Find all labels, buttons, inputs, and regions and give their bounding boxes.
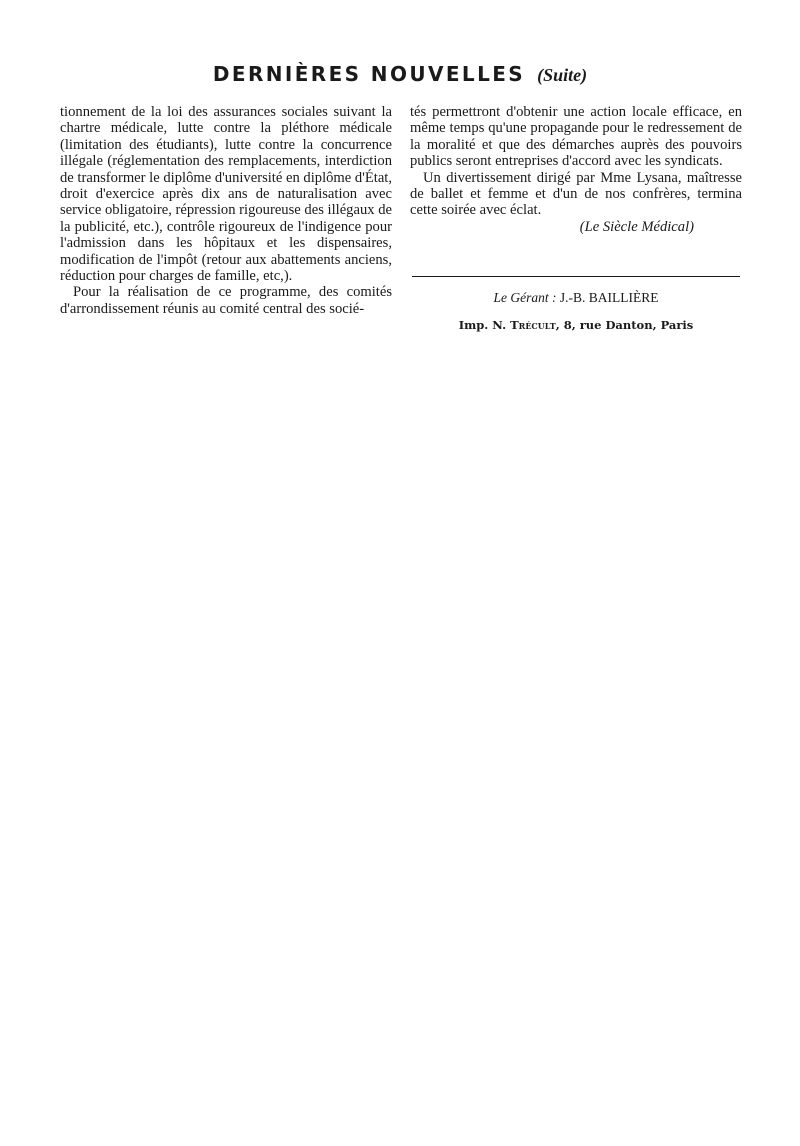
right-paragraph-2: Un divertissement dirigé par Mme Lysana, maîtresse de ballet et femme et d'un de nos confrères, termina cette soirée avec éclat. [410, 169, 742, 219]
imprint-address: , 8, rue Danton, Paris [555, 318, 694, 332]
left-paragraph-2: Pour la réalisation de ce programme, des comités d'arrondissement réunis au comité central des socié- [60, 284, 392, 317]
gerant-label: Le Gérant : [493, 290, 557, 305]
page-subtitle: (Suite) [537, 65, 588, 85]
imprint-line [410, 318, 742, 332]
page-title: DERNIÈRES NOUVELLES [212, 62, 526, 86]
separator-rule [412, 276, 740, 277]
left-column [60, 104, 392, 317]
gerant-name: J.-B. BAILLIÈRE [559, 290, 659, 305]
right-paragraph-1: tés permettront d'obtenir une action locale efficace, en même temps qu'une propagande pour le redressement de la moralité et que des démarches auprès des pouvoirs publics seront entreprises d'accord avec les syndicats. [410, 104, 742, 170]
right-column [410, 104, 742, 235]
running-head [60, 62, 740, 86]
gerant-line [410, 290, 742, 306]
imprint-prefix: Imp. N. [458, 318, 507, 332]
left-paragraph-1: tionnement de la loi des assurances sociales suivant la chartre médicale, lutte contre la pléthore médicale (limitation des étudiants), lutte contre la concurrence illégale (réglementation des remplacements, interdiction de transformer le diplôme d'université en diplôme d'État, droit d'exercice après dix ans de naturalisation avec service obligatoire, répression rigoureuse des illégaux de la publicité, etc.), contrôle rigoureux de l'indigence pour l'admission dans les hôpitaux et les dispensaires, modification de l'impôt (retour aux abattements anciens, réduction pour charges de famille, etc,). [60, 104, 392, 285]
source-citation: (Le Siècle Médical) [579, 218, 694, 235]
imprint-name: Trécult [510, 318, 556, 332]
